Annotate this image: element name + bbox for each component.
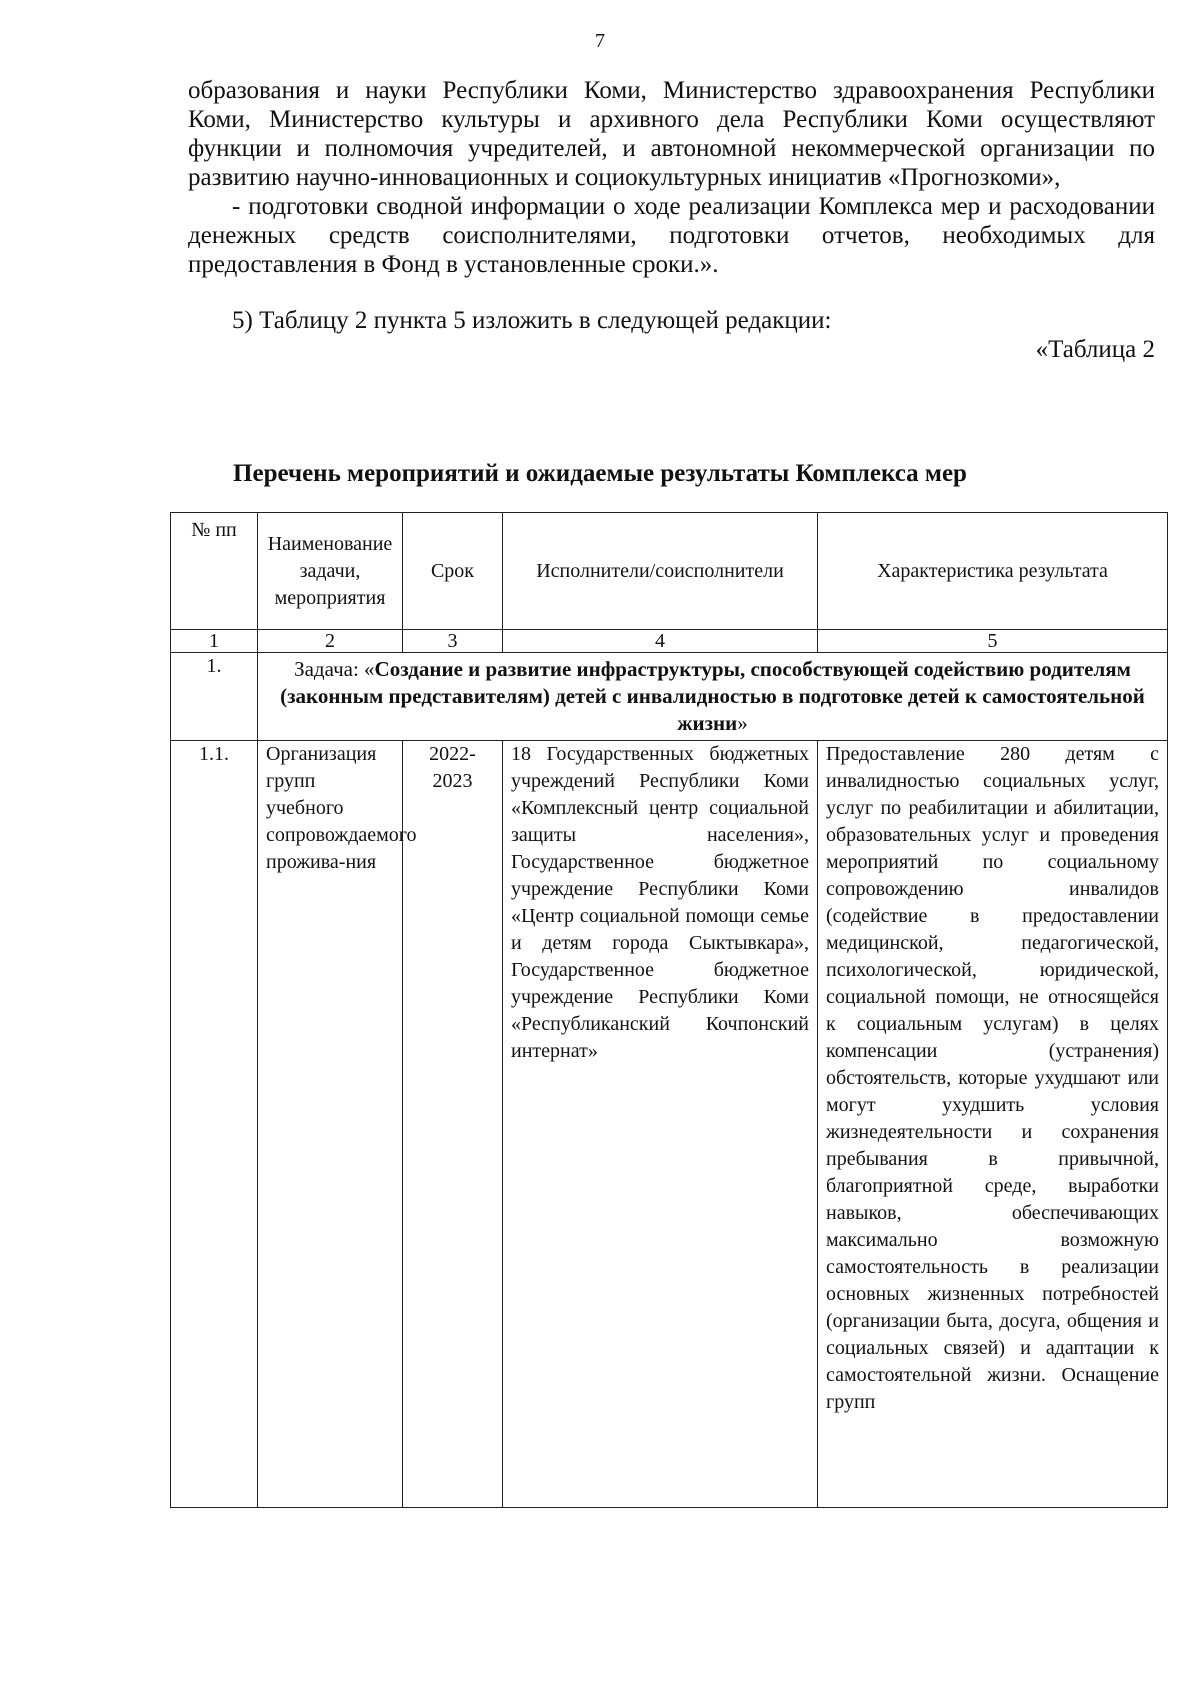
row-term: 2022-2023 — [403, 741, 503, 1508]
document-body — [188, 76, 1155, 364]
paragraph-reporting: - подготовки сводной информации о ходе реализации Комплекса мер и расходовании денежных средств соисполнителями, подготовки отчетов, необходимых для предоставления в Фонд в установленные сроки.». — [188, 193, 1155, 278]
task-number: 1. — [171, 653, 258, 741]
header-number: № пп — [171, 513, 258, 630]
column-number: 4 — [503, 630, 818, 653]
row-number: 1.1. — [171, 741, 258, 1508]
column-number: 2 — [258, 630, 403, 653]
header-term: Срок — [403, 513, 503, 630]
row-executors: 18 Государственных бюджетных учреждений Республики Коми «Комплексный центр социальной защиты населения», Государственное бюджетное учреждение Республики Коми «Центр социальной помощи семье и детям города Сыктывкара», Государственное бюджетное учреждение Республики Коми «Республиканский Кочпонский интернат» — [503, 741, 818, 1508]
column-numbers-row — [171, 630, 1168, 653]
column-number: 3 — [403, 630, 503, 653]
row-result: Предоставление 280 детям с инвалидностью социальных услуг, услуг по реабилитации и абилитации, образовательных услуг и проведения мероприятий по социальному сопровождению инвалидов (содействие в предоставлении медицинской, педагогической, психологической, юридической, социальной помощи, не относящейся к социальным услугам) в целях компенсации (устранения) обстоятельств, которые ухудшают или могут ухудшить условия жизнедеятельности и сохранения пребывания в привычной, благоприятной среде, выработки навыков, обеспечивающих максимально возможную самостоятельность в реализации основных жизненных потребностей (организации быта, досуга, общения и социальных связей) и адаптации к самостоятельной жизни. Оснащение групп — [818, 741, 1168, 1508]
column-number: 5 — [818, 630, 1168, 653]
row-measure-name: Организация групп учебного сопровождаемого прожива-ния — [258, 741, 403, 1508]
column-number: 1 — [171, 630, 258, 653]
task-row — [171, 653, 1168, 741]
measures-table — [170, 512, 1168, 1508]
table-label: «Таблица 2 — [1035, 336, 1155, 363]
table-header-row — [171, 513, 1168, 630]
table-title: Перечень мероприятий и ожидаемые результаты Комплекса мер — [233, 460, 967, 487]
paragraph-amendment: 5) Таблицу 2 пункта 5 изложить в следующей редакции: — [232, 307, 832, 334]
task-text: Создание и развитие инфраструктуры, способствующей содействию родителям (законным представителям) детей с инвалидностью в подготовке детей к самостоятельной жизни — [280, 657, 1145, 735]
header-name: Наименование задачи, мероприятия — [258, 513, 403, 630]
task-description — [258, 653, 1168, 741]
page-number: 7 — [595, 30, 605, 52]
paragraph-continuation: образования и науки Республики Коми, Министерство здравоохранения Республики Коми, Министерство культуры и архивного дела Республики Коми осуществляют функции и полномочия учредителей, и автономной некоммерческой организации по развитию научно-инновационных и социокультурных инициатив «Прогнозкоми», — [188, 77, 1155, 191]
task-prefix: Задача: « — [294, 657, 375, 681]
header-result: Характеристика результата — [818, 513, 1168, 630]
task-suffix: » — [737, 711, 748, 735]
header-executors: Исполнители/соисполнители — [503, 513, 818, 630]
table-row — [171, 741, 1168, 1508]
